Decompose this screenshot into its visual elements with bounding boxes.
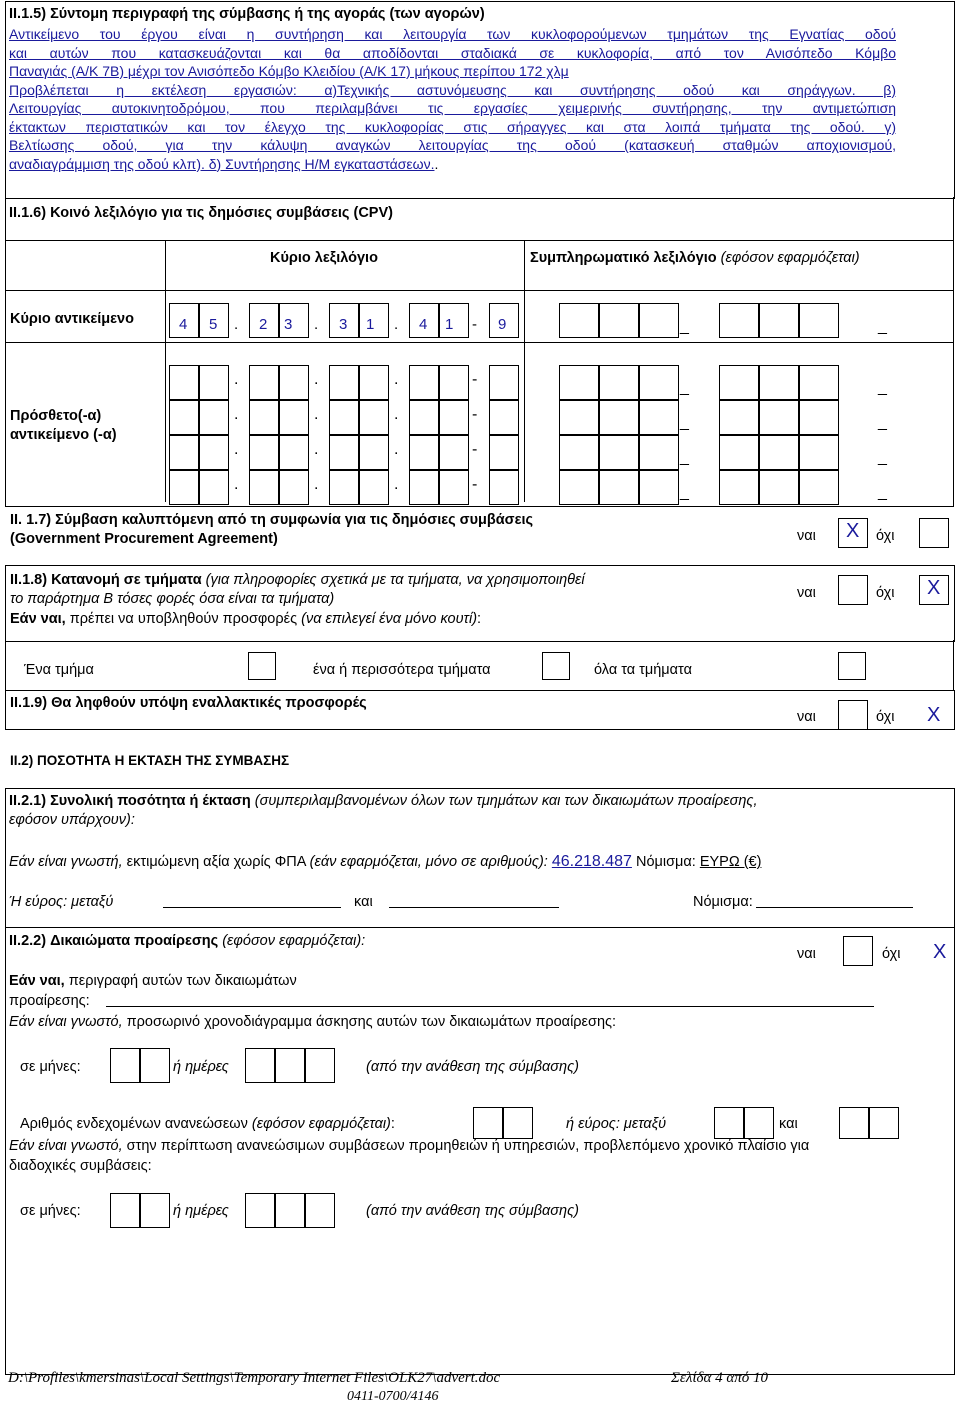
- renewals-label: Αριθμός ενδεχομένων ανανεώσεων: [20, 1116, 248, 1132]
- days-cell[interactable]: [305, 1048, 335, 1083]
- options-yes-label: ναι: [797, 946, 816, 962]
- opt-one-lot-checkbox[interactable]: [248, 652, 276, 680]
- cpv-additional-cell[interactable]: [279, 400, 309, 435]
- section-1-9-title: II.1.9) Θα ληφθούν υπόψη εναλλακτικές προσφορές: [10, 695, 367, 711]
- desc-end-dot: .: [434, 155, 439, 172]
- additional-object-label: [10, 407, 117, 444]
- lots-yes-label: ναι: [797, 585, 816, 601]
- cpv-additional-cell[interactable]: [329, 365, 359, 400]
- months-cell[interactable]: [110, 1193, 140, 1228]
- section-divider: [5, 927, 954, 928]
- months-cell[interactable]: [140, 1048, 170, 1083]
- cpv-additional-cell[interactable]: [199, 400, 229, 435]
- renewals-cell[interactable]: [473, 1107, 503, 1139]
- cpv-divider: [5, 290, 954, 291]
- cpv-sep: .: [394, 316, 399, 333]
- cpv-additional-cell[interactable]: [169, 470, 199, 505]
- lots-no-mark: X: [927, 577, 941, 599]
- section-1-8-ifyes-line: [10, 610, 481, 629]
- range-currency-label: Νόμισμα:: [693, 894, 753, 910]
- section-2-2-note: (εφόσον εφαρμόζεται):: [222, 933, 366, 949]
- section-1-8-title: II.1.8) Κατανομή σε τμήματα: [10, 572, 202, 588]
- cpv-supp-cell[interactable]: [639, 303, 679, 338]
- cpv-additional-cell[interactable]: [199, 435, 229, 470]
- options-description-field[interactable]: [106, 1006, 874, 1007]
- cpv-additional-cell[interactable]: [409, 365, 439, 400]
- options-ifyes-line: [9, 972, 297, 991]
- cpv-additional-cell[interactable]: [199, 365, 229, 400]
- section-1-6-title: II.1.6) Κοινό λεξιλόγιο για τις δημόσιες συμβάσεις (CPV): [9, 205, 393, 221]
- cpv-additional-supp-cell[interactable]: [559, 470, 599, 505]
- cpv-sep: .: [314, 316, 319, 333]
- cpv-additional-cell[interactable]: [489, 365, 519, 400]
- renewals-range-cell[interactable]: [839, 1107, 869, 1139]
- cpv-additional-cell[interactable]: [169, 435, 199, 470]
- options-ifyes-rest: περιγραφή αυτών των δικαιωμάτων: [68, 973, 297, 989]
- months-label: σε μήνες:: [20, 1059, 81, 1075]
- renew-known-line: [9, 1137, 809, 1156]
- estimated-note: (εάν εφαρμόζεται, μόνο σε αριθμούς):: [309, 854, 548, 870]
- cpv-cell[interactable]: [439, 303, 469, 338]
- cpv-additional-cell[interactable]: [279, 365, 309, 400]
- cpv-additional-supp-cell[interactable]: [719, 470, 759, 505]
- cpv-underscore: _: [878, 414, 887, 431]
- variants-no-label: όχι: [876, 709, 895, 725]
- supp-vocab-label: Συμπληρωματικό λεξιλόγιο: [530, 250, 717, 266]
- cpv-additional-cell[interactable]: [249, 435, 279, 470]
- section-1-7-title-1: II. 1.7) Σύμβαση καλυπτόμενη από τη συμφωνία για τις δημόσιες συμβάσεις: [10, 512, 534, 528]
- cpv-additional-supp-cell[interactable]: [799, 400, 839, 435]
- days-cell[interactable]: [275, 1193, 305, 1228]
- section-2-2-title: II.2.2) Δικαιώματα προαίρεσης: [9, 933, 219, 949]
- cpv-dot: .: [314, 371, 319, 388]
- range-to-field[interactable]: [389, 907, 559, 908]
- cpv-underscore: _: [878, 484, 887, 501]
- cpv-dash: -: [472, 371, 478, 388]
- cpv-additional-cell[interactable]: [439, 365, 469, 400]
- cpv-additional-cell[interactable]: [439, 435, 469, 470]
- months-label: σε μήνες:: [20, 1203, 81, 1219]
- estimated-value-line: [9, 853, 761, 872]
- cpv-sep: -: [472, 316, 477, 333]
- opt-one-lot-label: Ένα τμήμα: [24, 662, 94, 678]
- cpv-additional-supp-cell[interactable]: [719, 400, 759, 435]
- cpv-dash: -: [472, 476, 478, 493]
- cpv-additional-supp-cell[interactable]: [759, 435, 799, 470]
- colon: :: [390, 1116, 395, 1132]
- cpv-additional-supp-cell[interactable]: [559, 435, 599, 470]
- cpv-additional-cell[interactable]: [439, 400, 469, 435]
- days-cell[interactable]: [275, 1048, 305, 1083]
- or-days-label: ή ημέρες: [173, 1059, 229, 1075]
- cpv-supp-cell[interactable]: [599, 303, 639, 338]
- additional-label-2: αντικείμενο (-α): [10, 426, 117, 443]
- cpv-additional-cell[interactable]: [329, 435, 359, 470]
- cpv-dot: .: [394, 406, 399, 423]
- cpv-col-divider: [165, 240, 166, 502]
- cpv-additional-cell[interactable]: [249, 400, 279, 435]
- gpa-yes-mark: X: [846, 520, 860, 542]
- desc-line: Προβλέπεται η εκτέλεση εργασιών: α)Τεχνικής αστυνόμευσης και συντήρησης οδού και σηράγγων. β): [9, 81, 896, 98]
- cpv-dot: .: [394, 441, 399, 458]
- cpv-additional-supp-cell[interactable]: [719, 435, 759, 470]
- colon: :: [477, 611, 482, 627]
- cpv-additional-cell[interactable]: [199, 470, 229, 505]
- cpv-additional-supp-cell[interactable]: [799, 470, 839, 505]
- desc-line: Παναγιάς (Α/Κ 7Β) μέχρι τον Ανισόπεδο Κόμβο Κλειδίου (Α/Κ 17) μήκους περίπου 172 χλμ: [9, 63, 569, 79]
- options-yes-checkbox[interactable]: [843, 936, 873, 966]
- cpv-additional-supp-cell[interactable]: [639, 400, 679, 435]
- right-border: [953, 197, 954, 507]
- cpv-digit: 9: [498, 316, 507, 333]
- cpv-additional-supp-cell[interactable]: [799, 435, 839, 470]
- cpv-additional-supp-cell[interactable]: [559, 400, 599, 435]
- footer-page: Σελίδα 4 από 10: [671, 1370, 768, 1386]
- cpv-additional-cell[interactable]: [439, 470, 469, 505]
- additional-label-1: Πρόσθετο(-α): [10, 408, 102, 424]
- cpv-digit: 1: [445, 316, 454, 333]
- desc-line-text: αναδιαγράμμιση της οδού κλπ). δ) Συντήρησης Η/Μ εγκαταστάσεων.: [9, 155, 435, 172]
- section-1-7-title-2: (Government Procurement Agreement): [10, 530, 278, 547]
- cpv-additional-cell[interactable]: [409, 400, 439, 435]
- cpv-additional-supp-cell[interactable]: [639, 365, 679, 400]
- opt-all-lots-checkbox[interactable]: [838, 652, 866, 680]
- currency-value[interactable]: ΕΥΡΩ (€): [699, 854, 762, 870]
- cpv-underscore: _: [680, 318, 689, 335]
- options-known: Εάν είναι γνωστό,: [9, 1014, 123, 1030]
- cpv-dot: .: [234, 406, 239, 423]
- cpv-supp-cell[interactable]: [799, 303, 839, 338]
- renewals-cell[interactable]: [503, 1107, 533, 1139]
- footer-code: 0411-0700/4146: [347, 1389, 439, 1404]
- cpv-additional-supp-cell[interactable]: [639, 470, 679, 505]
- cpv-digit: 4: [179, 316, 188, 333]
- renewals-range-cell[interactable]: [714, 1107, 744, 1139]
- desc-line: Βελτίωσης οδού, για την κάλυψη αναγκών λειτουργίας της οδού (κατασκευή σταθμών αποχιονισμού,: [9, 137, 896, 153]
- section-1-5-description: [9, 25, 896, 173]
- main-vocab-header: Κύριο λεξιλόγιο: [270, 250, 378, 266]
- gpa-yes-label: ναι: [797, 528, 816, 544]
- renewals-and: και: [779, 1116, 798, 1132]
- cpv-additional-cell[interactable]: [359, 470, 389, 505]
- cpv-digit: 3: [284, 316, 293, 333]
- cpv-additional-cell[interactable]: [169, 400, 199, 435]
- cpv-supp-cell[interactable]: [719, 303, 759, 338]
- estimated-known: Εάν είναι γνωστή,: [9, 854, 123, 870]
- options-known-line: [9, 1013, 616, 1032]
- cpv-additional-supp-cell[interactable]: [799, 365, 839, 400]
- renewals-range-cell[interactable]: [869, 1107, 899, 1139]
- cpv-underscore: _: [878, 379, 887, 396]
- section-2-1-note-2: εφόσον υπάρχουν):: [9, 812, 135, 828]
- section-1-8-note-1: (για πληροφορίες σχετικά με τα τμήματα, να χρησιμοποιηθεί: [205, 572, 585, 588]
- cpv-additional-cell[interactable]: [359, 400, 389, 435]
- right-border: [953, 640, 954, 690]
- section-1-8-note-2: το παράρτημα Β τόσες φορές όσα είναι τα τμήματα): [10, 591, 335, 607]
- renew-known-rest-2: διαδοχικές συμβάσεις:: [9, 1158, 152, 1174]
- cpv-additional-cell[interactable]: [279, 470, 309, 505]
- variants-yes-checkbox[interactable]: [838, 700, 868, 730]
- estimated-value[interactable]: 46.218.487: [551, 853, 632, 870]
- supp-vocab-header: [530, 249, 860, 268]
- cpv-additional-cell[interactable]: [409, 435, 439, 470]
- cpv-digit: 1: [366, 316, 375, 333]
- cpv-additional-cell[interactable]: [359, 435, 389, 470]
- desc-line: Αντικείμενο του έργου είναι η συντήρηση και λειτουργία των κυκλοφορούμενων τμημάτων της Εγνατίας οδού: [9, 26, 896, 42]
- cpv-additional-supp-cell[interactable]: [599, 470, 639, 505]
- renew-known: Εάν είναι γνωστό,: [9, 1138, 123, 1154]
- cpv-underscore: _: [878, 318, 887, 335]
- cpv-dash: -: [472, 406, 478, 423]
- desc-line: Λειτουργίας αυτοκινητοδρόμου, που περιλαμβάνει τις εργασίες χειμερινής συντήρησης, την αντιμετώπιση: [9, 100, 896, 116]
- from-award-label: (από την ανάθεση της σύμβασης): [366, 1059, 579, 1075]
- supp-vocab-note: (εφόσον εφαρμόζεται): [720, 250, 860, 266]
- cpv-digit: 5: [209, 316, 218, 333]
- section-1-5-title: II.1.5) Σύντομη περιγραφή της σύμβασης ή της αγοράς (των αγορών): [9, 6, 485, 22]
- cpv-digit: 4: [419, 316, 428, 333]
- section-1-7-title: [10, 511, 533, 548]
- options-no-label: όχι: [882, 946, 901, 962]
- cpv-additional-cell[interactable]: [279, 435, 309, 470]
- cpv-additional-cell[interactable]: [359, 365, 389, 400]
- section-2-1-title-line: [9, 792, 757, 811]
- cpv-supp-cell[interactable]: [559, 303, 599, 338]
- cpv-underscore: _: [878, 449, 887, 466]
- cpv-digit: 2: [259, 316, 268, 333]
- cpv-divider: [5, 240, 954, 241]
- months-cell[interactable]: [140, 1193, 170, 1228]
- cpv-additional-cell[interactable]: [489, 400, 519, 435]
- cpv-dot: .: [394, 371, 399, 388]
- cpv-dot: .: [314, 441, 319, 458]
- cpv-dot: .: [234, 441, 239, 458]
- cpv-additional-supp-cell[interactable]: [719, 365, 759, 400]
- options-known-rest: προσωρινό χρονοδιάγραμμα άσκησης αυτών των δικαιωμάτων προαίρεσης:: [126, 1014, 617, 1030]
- cpv-additional-supp-cell[interactable]: [759, 365, 799, 400]
- cpv-additional-cell[interactable]: [249, 470, 279, 505]
- opt-more-lots-checkbox[interactable]: [542, 652, 570, 680]
- from-award-label: (από την ανάθεση της σύμβασης): [366, 1203, 579, 1219]
- options-description-label: προαίρεσης:: [9, 993, 90, 1009]
- cpv-additional-cell[interactable]: [169, 365, 199, 400]
- cpv-underscore: _: [680, 379, 689, 396]
- section-1-8-title-line: [10, 571, 585, 590]
- section-2-1-note-1: (συμπεριλαμβανομένων όλων των τμημάτων και των δικαιωμάτων προαίρεσης,: [254, 793, 758, 809]
- cpv-additional-cell[interactable]: [489, 470, 519, 505]
- section-1-8-ifyes: Εάν ναι,: [10, 611, 66, 627]
- cpv-sep: .: [234, 316, 239, 333]
- range-and: και: [354, 894, 373, 910]
- cpv-additional-supp-cell[interactable]: [759, 400, 799, 435]
- section-2-title: II.2) ΠΟΣΟΤΗΤΑ Η ΕΚΤΑΣΗ ΤΗΣ ΣΥΜΒΑΣΗΣ: [10, 753, 290, 768]
- cpv-dot: .: [314, 406, 319, 423]
- cpv-additional-supp-cell[interactable]: [639, 435, 679, 470]
- section-divider: [5, 506, 954, 507]
- left-border: [5, 197, 6, 507]
- section-2-2-title-line: [9, 932, 365, 951]
- cpv-additional-supp-cell[interactable]: [599, 435, 639, 470]
- cpv-dot: .: [234, 476, 239, 493]
- cpv-additional-supp-cell[interactable]: [599, 365, 639, 400]
- cpv-additional-cell[interactable]: [489, 435, 519, 470]
- cpv-additional-supp-cell[interactable]: [599, 400, 639, 435]
- cpv-divider: [5, 342, 954, 343]
- variants-yes-label: ναι: [797, 709, 816, 725]
- cpv-col-divider: [524, 240, 525, 502]
- opt-all-lots-label: όλα τα τμήματα: [594, 662, 692, 678]
- months-cell[interactable]: [110, 1048, 140, 1083]
- or-days-label: ή ημέρες: [173, 1203, 229, 1219]
- cpv-dot: .: [314, 476, 319, 493]
- range-currency-field[interactable]: [756, 907, 913, 908]
- cpv-dash: -: [472, 441, 478, 458]
- estimated-label: εκτιμώμενη αξία χωρίς ΦΠΑ: [126, 854, 306, 870]
- cpv-supp-cell[interactable]: [759, 303, 799, 338]
- renewals-line: [20, 1115, 395, 1134]
- cpv-additional-cell[interactable]: [329, 400, 359, 435]
- main-object-label: Κύριο αντικείμενο: [10, 311, 134, 327]
- desc-line: έκτακτων περιστατικών και τον έλεγχο της κυκλοφορίας στις σήραγγες και στα λοιπά τμήματα της οδού. γ): [9, 118, 896, 135]
- section-1-8-ifyes-note: (να επιλεγεί ένα μόνο κουτί): [301, 611, 478, 627]
- currency-label: Νόμισμα:: [635, 854, 696, 870]
- cpv-dot: .: [234, 371, 239, 388]
- desc-line-last: [9, 155, 896, 174]
- renewals-range-label: ή εύρος: μεταξύ: [566, 1116, 667, 1132]
- renewals-note: (εφόσον εφαρμόζεται): [251, 1116, 391, 1132]
- cpv-digit: 3: [339, 316, 348, 333]
- cpv-additional-supp-cell[interactable]: [759, 470, 799, 505]
- cpv-additional-cell[interactable]: [409, 470, 439, 505]
- days-cell[interactable]: [245, 1193, 275, 1228]
- range-label: Ή εύρος: μεταξύ: [9, 894, 114, 910]
- cpv-underscore: _: [680, 414, 689, 431]
- renewals-range-cell[interactable]: [744, 1107, 774, 1139]
- cpv-underscore: _: [680, 484, 689, 501]
- lots-yes-checkbox[interactable]: [838, 575, 868, 605]
- renew-known-rest-1: στην περίπτωση ανανεώσιμων συμβάσεων προμηθειών ή υπηρεσιών, προβλεπόμενο χρονικό πλαίσιο για: [126, 1138, 810, 1154]
- cpv-dot: .: [394, 476, 399, 493]
- footer-path: D:\Profiles\kmersinas\Local Settings\Temporary Internet Files\OLK27\advert.doc: [8, 1370, 501, 1386]
- range-from-field[interactable]: [163, 907, 341, 908]
- options-ifyes: Εάν ναι,: [9, 973, 65, 989]
- days-cell[interactable]: [305, 1193, 335, 1228]
- desc-line: και αυτών που κατασκευάζονται και θα αποδίδονται σταδιακά σε κυκλοφορία, από τον Ανισόπεδο Κόμβο: [9, 44, 896, 61]
- options-no-mark: X: [933, 941, 947, 963]
- opt-more-lots-label: ένα ή περισσότερα τμήματα: [313, 662, 491, 678]
- left-border: [5, 640, 6, 690]
- gpa-no-label: όχι: [876, 528, 895, 544]
- cpv-underscore: _: [680, 449, 689, 466]
- cpv-additional-cell[interactable]: [249, 365, 279, 400]
- days-cell[interactable]: [245, 1048, 275, 1083]
- lots-no-label: όχι: [876, 585, 895, 601]
- cpv-additional-cell[interactable]: [329, 470, 359, 505]
- gpa-no-checkbox[interactable]: [919, 518, 949, 548]
- section-2-1-title: II.2.1) Συνολική ποσότητα ή έκταση: [9, 793, 251, 809]
- variants-no-mark: X: [927, 704, 941, 726]
- section-1-8-ifyes-rest: πρέπει να υποβληθούν προσφορές: [69, 611, 298, 627]
- cpv-additional-supp-cell[interactable]: [559, 365, 599, 400]
